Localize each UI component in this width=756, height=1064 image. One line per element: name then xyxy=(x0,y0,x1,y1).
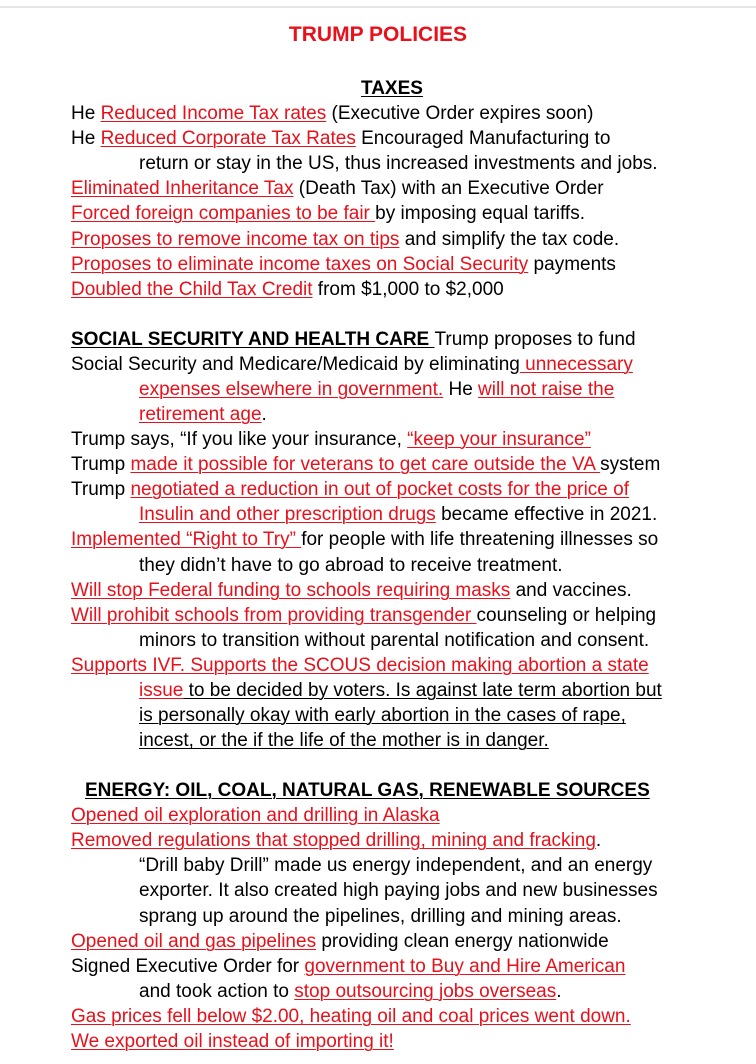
highlight-text: Forced foreign companies to be fair xyxy=(71,203,376,224)
highlight-text: retirement age xyxy=(139,404,262,425)
highlight-text: stop outsourcing jobs overseas xyxy=(294,981,557,1002)
energy-line-9: Gas prices fell below $2.00, heating oil and coal prices went down. xyxy=(71,1006,631,1027)
text: by imposing equal tariffs. xyxy=(375,203,585,224)
energy-line-8 xyxy=(139,979,562,1004)
text: became effective in 2021. xyxy=(435,504,658,525)
section-heading-health: SOCIAL SECURITY AND HEALTH CARE xyxy=(71,329,435,350)
health-line-15 xyxy=(139,678,662,703)
health-line-11 xyxy=(71,578,632,603)
taxes-line-2 xyxy=(71,126,610,151)
highlight-text: Insulin and other prescription drugs xyxy=(139,504,436,525)
energy-line-4: exporter. It also created high paying jobs and new businesses xyxy=(139,880,658,901)
highlight-text: made it possible for veterans to get care outside the VA xyxy=(130,454,601,475)
health-line-5 xyxy=(71,427,591,452)
text: (Death Tax) with an Executive Order xyxy=(293,178,604,199)
highlight-text: Supports IVF. Supports the SCOUS decision making abortion a state xyxy=(71,655,649,676)
highlight-text: issue xyxy=(139,680,184,701)
health-line-16: is personally okay with early abortion in the cases of rape, xyxy=(139,705,626,726)
text: counseling or helping xyxy=(476,605,657,626)
text: and took action to xyxy=(139,981,295,1002)
text: payments xyxy=(528,254,616,275)
text: for people with life threatening illnesses so xyxy=(301,529,659,550)
taxes-line-3: return or stay in the US, thus increased investments and jobs. xyxy=(139,153,658,174)
health-line-6 xyxy=(71,452,660,477)
text: He xyxy=(71,103,101,124)
highlight-text: negotiated a reduction in out of pocket costs for the price of xyxy=(130,479,629,500)
text: and simplify the tax code. xyxy=(399,229,620,250)
top-rule xyxy=(0,6,756,8)
taxes-line-1 xyxy=(71,101,593,126)
health-line-13: minors to transition without parental notification and consent. xyxy=(139,630,650,651)
section-heading-taxes: TAXES xyxy=(361,78,423,99)
energy-line-7 xyxy=(71,954,625,979)
text: and vaccines. xyxy=(510,580,632,601)
taxes-line-8 xyxy=(71,277,504,302)
highlight-text: unnecessary xyxy=(519,354,633,375)
health-line-4 xyxy=(139,402,267,427)
health-line-10: they didn’t have to go abroad to receive treatment. xyxy=(139,555,563,576)
highlight-text: will not raise the xyxy=(478,379,615,400)
highlight-text: Reduced Corporate Tax Rates xyxy=(100,128,356,149)
highlight-text: Proposes to eliminate income taxes on Social Security xyxy=(71,254,529,275)
text: providing clean energy nationwide xyxy=(316,931,609,952)
health-line-14 xyxy=(71,653,649,678)
highlight-text: Implemented “Right to Try” xyxy=(71,529,302,550)
energy-line-5: sprang up around the pipelines, drilling and mining areas. xyxy=(139,906,622,927)
text: Trump proposes to fund xyxy=(434,329,636,350)
text: system xyxy=(600,454,661,475)
energy-line-10: We exported oil instead of importing it! xyxy=(71,1031,394,1052)
text: Signed Executive Order for xyxy=(71,956,305,977)
page-title: TRUMP POLICIES xyxy=(288,23,468,46)
health-line-9 xyxy=(71,527,658,552)
text: Encouraged Manufacturing to xyxy=(355,128,611,149)
highlight-text: expenses elsewhere in government. xyxy=(139,379,444,400)
highlight-text: Will prohibit schools from providing transgender xyxy=(71,605,477,626)
text: Social Security and Medicare/Medicaid by eliminating xyxy=(71,354,520,375)
highlight-text: government to Buy and Hire American xyxy=(304,956,626,977)
highlight-text: Eliminated Inheritance Tax xyxy=(71,178,294,199)
text: to be decided by voters. Is against late term abortion but xyxy=(183,680,662,701)
energy-line-1: Opened oil exploration and drilling in Alaska xyxy=(71,805,440,826)
energy-line-3: “Drill baby Drill” made us energy independent, and an energy xyxy=(139,855,653,876)
taxes-line-5 xyxy=(71,201,585,226)
text: . xyxy=(556,981,562,1002)
highlight-text: Reduced Income Tax rates xyxy=(100,103,327,124)
highlight-text: Will stop Federal funding to schools requiring masks xyxy=(71,580,511,601)
text: He xyxy=(71,128,101,149)
text: . xyxy=(595,830,602,851)
health-line-1 xyxy=(71,327,636,352)
highlight-text: Removed regulations that stopped drilling, mining and fracking xyxy=(71,830,596,851)
taxes-line-7 xyxy=(71,252,616,277)
taxes-line-6 xyxy=(71,227,619,252)
text: Trump says, “If you like your insurance, xyxy=(71,429,408,450)
health-line-7 xyxy=(71,477,629,502)
energy-line-2 xyxy=(71,828,601,853)
highlight-text: Opened oil and gas pipelines xyxy=(71,931,317,952)
health-line-12 xyxy=(71,603,656,628)
text: (Executive Order expires soon) xyxy=(326,103,594,124)
text: . xyxy=(261,404,267,425)
health-line-2 xyxy=(71,352,633,377)
text: Trump xyxy=(71,479,131,500)
health-line-8 xyxy=(139,502,657,527)
health-line-3 xyxy=(139,377,614,402)
text: from $1,000 to $2,000 xyxy=(312,279,504,300)
text: He xyxy=(443,379,479,400)
highlight-text: “keep your insurance” xyxy=(407,429,591,450)
energy-line-6 xyxy=(71,929,609,954)
health-line-17: incest, or the if the life of the mother is in danger. xyxy=(139,730,549,751)
section-heading-energy: ENERGY: OIL, COAL, NATURAL GAS, RENEWABLE SOURCES xyxy=(85,780,650,801)
text: Trump xyxy=(71,454,131,475)
taxes-line-4 xyxy=(71,176,604,201)
highlight-text: Proposes to remove income tax on tips xyxy=(71,229,400,250)
highlight-text: Doubled the Child Tax Credit xyxy=(71,279,313,300)
